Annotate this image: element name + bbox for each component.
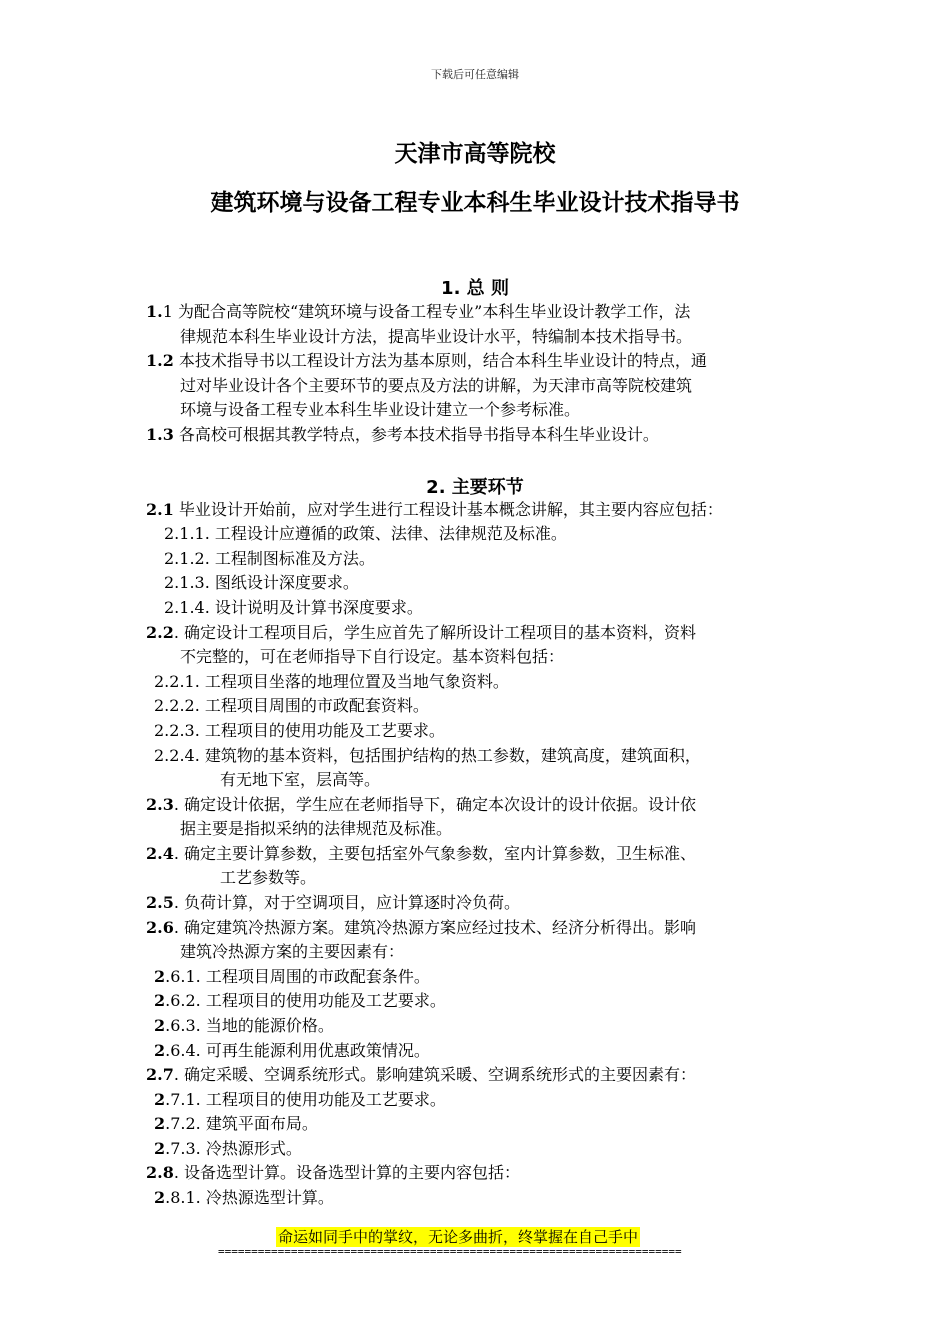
paragraph-2-1 bbox=[146, 498, 723, 522]
header-note: 下载后可任意编辑 bbox=[431, 68, 519, 81]
footer-highlight-quote: 命运如同手中的掌纹，无论多曲折，终掌握在自己手中 bbox=[278, 1228, 639, 1246]
clause-number: 2.2 bbox=[146, 623, 174, 642]
list-item-text: .6.4. 可再生能源利用优惠政策情况。 bbox=[165, 1041, 430, 1060]
paragraph-text: 各高校可根据其教学特点，参考本技术指导书指导本科生毕业设计。 bbox=[173, 425, 659, 444]
list-item-text: .8.1. 冷热源选型计算。 bbox=[165, 1188, 334, 1207]
clause-number: 2.4 bbox=[146, 844, 174, 863]
paragraph-text: 环境与设备工程专业本科生毕业设计建立一个参考标准。 bbox=[180, 400, 581, 419]
paragraph-1-2 bbox=[146, 349, 707, 373]
list-item-text: .7.1. 工程项目的使用功能及工艺要求。 bbox=[165, 1090, 446, 1109]
paragraph-text: . 确定建筑冷热源方案。建筑冷热源方案应经过技术、经济分析得出。影响 bbox=[173, 918, 697, 937]
paragraph-text: . 确定采暖、空调系统形式。影响建筑采暖、空调系统形式的主要因素有： bbox=[173, 1065, 697, 1084]
paragraph-2-6 bbox=[146, 916, 696, 940]
paragraph-text: 工艺参数等。 bbox=[220, 868, 317, 887]
list-item bbox=[154, 1137, 302, 1161]
paragraph-text: 1 为配合高等院校“建筑环境与设备工程专业”本科生毕业设计教学工作，法 bbox=[162, 302, 691, 321]
list-item-continuation: 有无地下室，层高等。 bbox=[220, 770, 381, 789]
clause-number: 2 bbox=[154, 967, 166, 986]
clause-number: 2 bbox=[154, 1114, 166, 1133]
list-item: 2.2.1. 工程项目坐落的地理位置及当地气象资料。 bbox=[154, 672, 509, 691]
clause-number: 2 bbox=[154, 1016, 166, 1035]
list-item bbox=[154, 1112, 318, 1136]
paragraph-text: . 确定设计工程项目后，学生应首先了解所设计工程项目的基本资料，资料 bbox=[173, 623, 697, 642]
clause-number: 1.3 bbox=[146, 425, 174, 444]
paragraph-text: 建筑冷热源方案的主要因素有： bbox=[180, 942, 405, 961]
paragraph-text: 本技术指导书以工程设计方法为基本原则，结合本科生毕业设计的特点，通 bbox=[173, 351, 707, 370]
paragraph-text: 过对毕业设计各个主要环节的要点及方法的讲解，为天津市高等院校建筑 bbox=[180, 376, 693, 395]
list-item: 2.2.4. 建筑物的基本资料，包括围护结构的热工参数，建筑高度，建筑面积， bbox=[154, 746, 701, 765]
paragraph-2-8 bbox=[146, 1161, 520, 1185]
clause-number: 2 bbox=[154, 1188, 166, 1207]
paragraph-2-5 bbox=[146, 891, 520, 915]
paragraph-2-4 bbox=[146, 842, 696, 866]
document-title: 天津市高等院校 bbox=[394, 141, 556, 167]
clause-number: 2.1 bbox=[146, 500, 174, 519]
paragraph-2-2 bbox=[146, 621, 696, 645]
section-heading-main-steps: 2. 主要环节 bbox=[426, 477, 524, 498]
clause-number: 2 bbox=[154, 1090, 166, 1109]
clause-number: 2 bbox=[154, 1139, 166, 1158]
list-item bbox=[154, 965, 430, 989]
clause-number: 2.7 bbox=[146, 1065, 174, 1084]
list-item: 2.1.4. 设计说明及计算书深度要求。 bbox=[164, 598, 423, 617]
list-item: 2.2.2. 工程项目周围的市政配套资料。 bbox=[154, 696, 429, 715]
paragraph-text: . 负荷计算，对于空调项目，应计算逐时冷负荷。 bbox=[173, 893, 521, 912]
list-item-text: .6.2. 工程项目的使用功能及工艺要求。 bbox=[165, 991, 446, 1010]
document-subtitle: 建筑环境与设备工程专业本科生毕业设计技术指导书 bbox=[210, 190, 740, 216]
clause-number: 2.5 bbox=[146, 893, 174, 912]
paragraph-text: . 设备选型计算。设备选型计算的主要内容包括： bbox=[173, 1163, 521, 1182]
clause-number: 1.2 bbox=[146, 351, 174, 370]
list-item-text: .6.3. 当地的能源价格。 bbox=[165, 1016, 334, 1035]
list-item: 2.1.2. 工程制图标准及方法。 bbox=[164, 549, 375, 568]
list-item bbox=[154, 1039, 430, 1063]
list-item-text: .7.2. 建筑平面布局。 bbox=[165, 1114, 318, 1133]
list-item: 2.2.3. 工程项目的使用功能及工艺要求。 bbox=[154, 721, 445, 740]
clause-number: 2 bbox=[154, 1041, 166, 1060]
paragraph-text: 据主要是指拟采纳的法律规范及标准。 bbox=[180, 819, 453, 838]
clause-number: 2.8 bbox=[146, 1163, 174, 1182]
section-heading-general: 1. 总 则 bbox=[441, 278, 509, 299]
list-item bbox=[154, 1088, 446, 1112]
paragraph-text: . 确定设计依据，学生应在老师指导下，确定本次设计的设计依据。设计依 bbox=[173, 795, 697, 814]
paragraph-1-1 bbox=[146, 300, 690, 324]
clause-number: 2 bbox=[154, 991, 166, 1010]
paragraph-2-7 bbox=[146, 1063, 696, 1087]
paragraph-text: 律规范本科生毕业设计方法，提高毕业设计水平，特编制本技术指导书。 bbox=[180, 327, 693, 346]
paragraph-text: 毕业设计开始前，应对学生进行工程设计基本概念讲解，其主要内容应包括： bbox=[173, 500, 723, 519]
list-item bbox=[154, 989, 446, 1013]
paragraph-1-3 bbox=[146, 423, 659, 447]
list-item: 2.1.3. 图纸设计深度要求。 bbox=[164, 573, 359, 592]
paragraph-2-3 bbox=[146, 793, 696, 817]
list-item-text: .6.1. 工程项目周围的市政配套条件。 bbox=[165, 967, 430, 986]
list-item bbox=[154, 1186, 334, 1210]
paragraph-text: . 确定主要计算参数，主要包括室外气象参数，室内计算参数，卫生标准、 bbox=[173, 844, 697, 863]
list-item: 2.1.1. 工程设计应遵循的政策、法律、法律规范及标准。 bbox=[164, 524, 567, 543]
clause-number: 2.3 bbox=[146, 795, 174, 814]
clause-number: 2.6 bbox=[146, 918, 174, 937]
paragraph-text: 不完整的，可在老师指导下自行设定。基本资料包括： bbox=[180, 647, 565, 666]
clause-number: 1. bbox=[146, 302, 163, 321]
footer-divider: ====================================================================== bbox=[218, 1245, 682, 1258]
list-item-text: .7.3. 冷热源形式。 bbox=[165, 1139, 302, 1158]
list-item bbox=[154, 1014, 334, 1038]
